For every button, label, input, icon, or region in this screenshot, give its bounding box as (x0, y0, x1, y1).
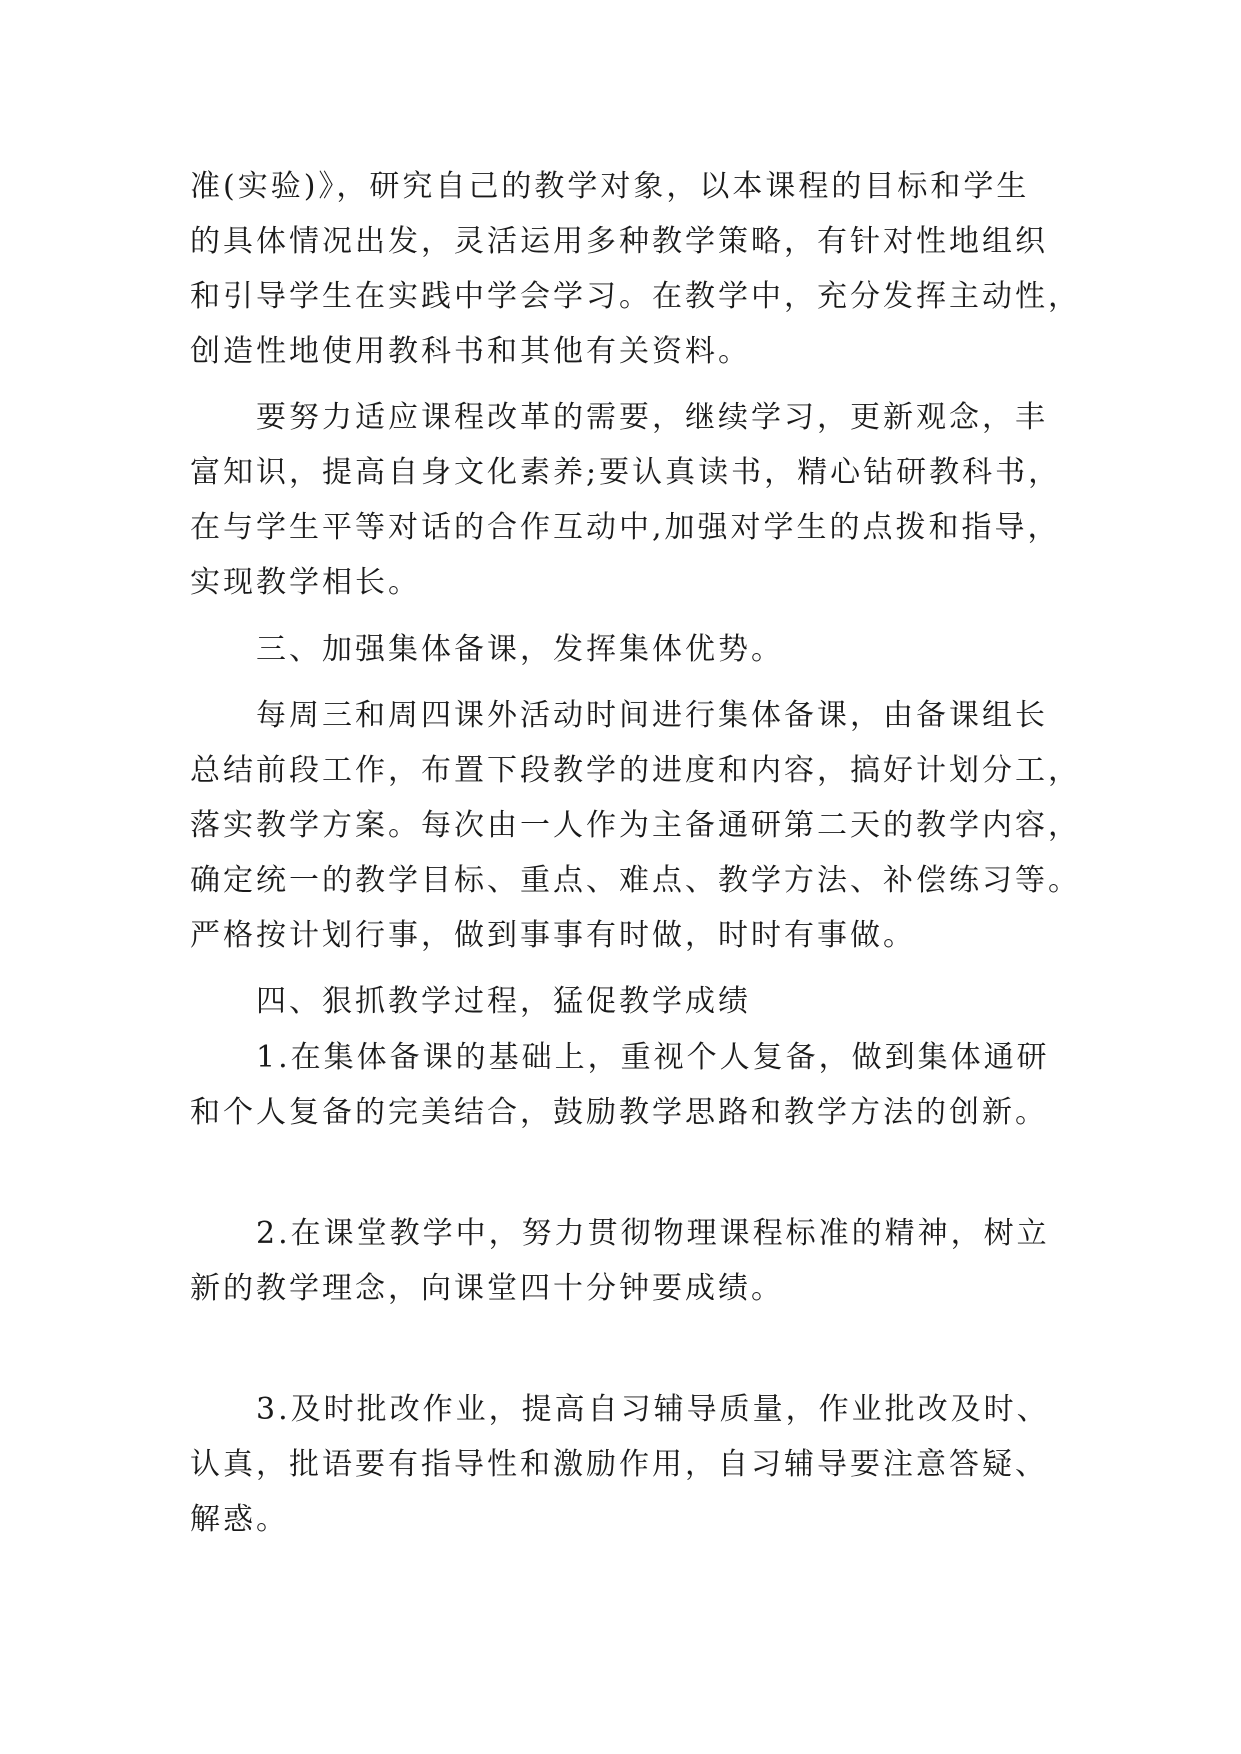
text-line: 解惑。 (190, 1502, 289, 1537)
list-item-start-line: 1.在集体备课的基础上，重视个人复备，做到集体通研 (256, 1040, 1050, 1075)
text-line: 新的教学理念，向课堂四十分钟要成绩。 (190, 1271, 784, 1306)
paragraph-start-line: 每周三和周四课外活动时间进行集体备课，由备课组长 (256, 698, 1048, 733)
section-heading: 三、加强集体备课，发挥集体优势。 (256, 632, 784, 667)
paragraph-start-line: 要努力适应课程改革的需要，继续学习，更新观念，丰 (256, 400, 1048, 435)
text-line: 的具体情况出发，灵活运用多种教学策略，有针对性地组织 (190, 224, 1048, 259)
text-line: 创造性地使用教科书和其他有关资料。 (190, 334, 751, 369)
section-heading: 四、狠抓教学过程，猛促教学成绩 (256, 984, 751, 1019)
text-line: 富知识，提高自身文化素养;要认真读书，精心钻研教科书， (190, 455, 1062, 490)
text-line: 总结前段工作，布置下段教学的进度和内容，搞好计划分工， (190, 753, 1081, 788)
list-item-start-line: 2.在课堂教学中，努力贯彻物理课程标准的精神，树立 (256, 1216, 1050, 1251)
text-line: 准(实验)》，研究自己的教学对象，以本课程的目标和学生 (190, 169, 1030, 204)
text-line: 和引导学生在实践中学会学习。在教学中，充分发挥主动性， (190, 279, 1081, 314)
text-line: 确定统一的教学目标、重点、难点、教学方法、补偿练习等。 (190, 863, 1081, 898)
text-line: 在与学生平等对话的合作互动中,加强对学生的点拨和指导， (190, 510, 1061, 545)
text-line: 认真，批语要有指导性和激励作用，自习辅导要注意答疑、 (190, 1447, 1048, 1482)
text-line: 和个人复备的完美结合，鼓励教学思路和教学方法的创新。 (190, 1095, 1048, 1130)
text-line: 落实教学方案。每次由一人作为主备通研第二天的教学内容， (190, 808, 1081, 843)
text-line: 实现教学相长。 (190, 565, 421, 600)
text-line: 严格按计划行事，做到事事有时做，时时有事做。 (190, 918, 916, 953)
list-item-start-line: 3.及时批改作业，提高自习辅导质量，作业批改及时、 (256, 1392, 1050, 1427)
